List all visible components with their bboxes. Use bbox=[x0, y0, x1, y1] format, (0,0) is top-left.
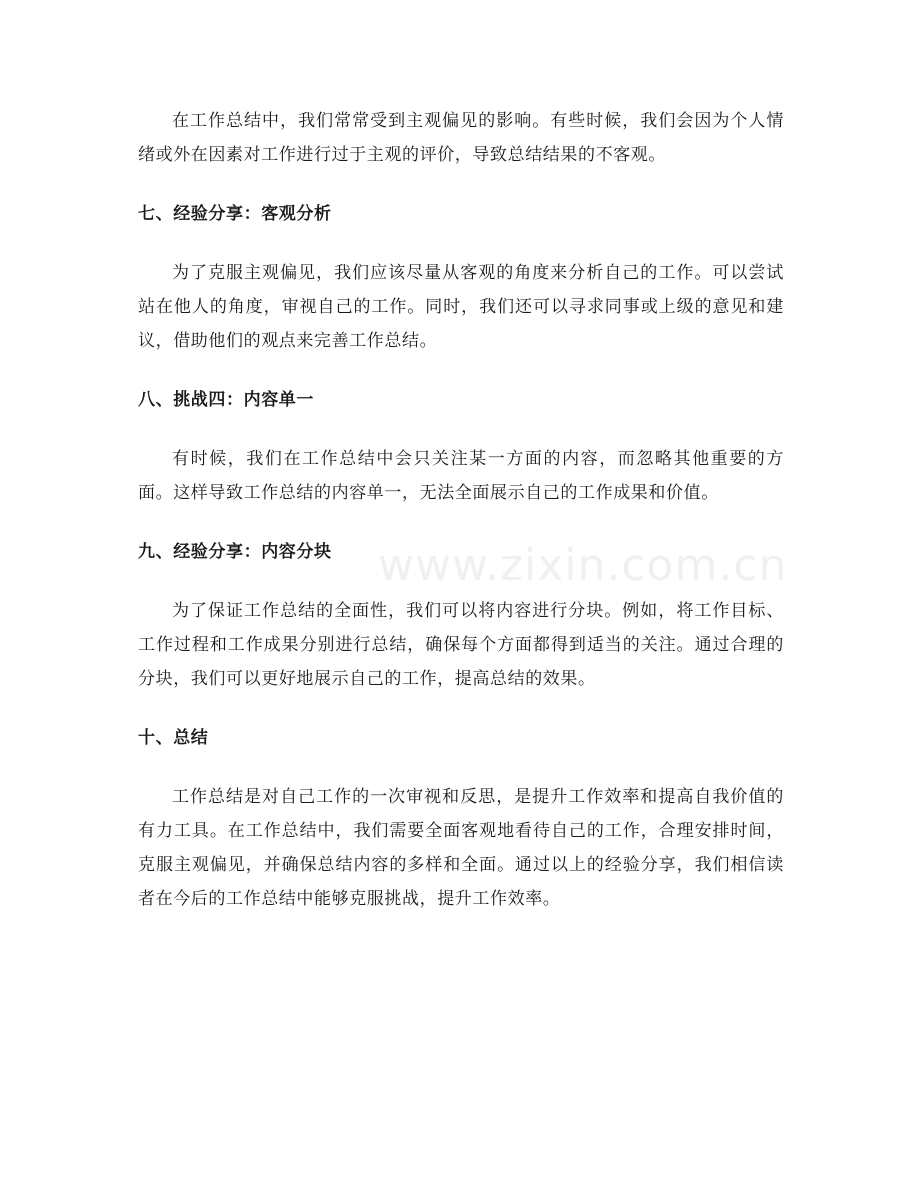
paragraph-subjective-bias: 在工作总结中，我们常常受到主观偏见的影响。有些时候，我们会因为个人情绪或外在因素对工作进行过于主观的评价，导致总结结果的不客观。 bbox=[138, 111, 784, 165]
paragraph-conclusion: 工作总结是对自己工作的一次审视和反思，是提升工作效率和提高自我价值的有力工具。在工作总结中，我们需要全面客观地看待自己的工作，合理安排时间，克服主观偏见，并确保总结内容的多样和全面。通过以上的经验分享，我们相信读者在今后的工作总结中能够克服挑战，提升工作效率。 bbox=[138, 787, 784, 909]
heading-section-10: 十、总结 bbox=[138, 728, 209, 748]
document-body bbox=[138, 104, 784, 916]
paragraph-content-blocks: 为了保证工作总结的全面性，我们可以将内容进行分块。例如，将工作目标、工作过程和工作成果分别进行总结，确保每个方面都得到适当的关注。通过合理的分块，我们可以更好地展示自己的工作，提高总结的效果。 bbox=[138, 601, 784, 689]
heading-section-8: 八、挑战四：内容单一 bbox=[138, 390, 314, 410]
heading-section-7: 七、经验分享：客观分析 bbox=[138, 204, 332, 224]
paragraph-single-content: 有时候，我们在工作总结中会只关注某一方面的内容，而忽略其他重要的方面。这样导致工作总结的内容单一，无法全面展示自己的工作成果和价值。 bbox=[138, 449, 784, 503]
watermark-logo: www.zixin.com.cn bbox=[378, 540, 788, 591]
heading-section-9: 九、经验分享：内容分块 bbox=[138, 542, 332, 562]
paragraph-objective-analysis: 为了克服主观偏见，我们应该尽量从客观的角度来分析自己的工作。可以尝试站在他人的角度，审视自己的工作。同时，我们还可以寻求同事或上级的意见和建议，借助他们的观点来完善工作总结。 bbox=[138, 263, 784, 351]
